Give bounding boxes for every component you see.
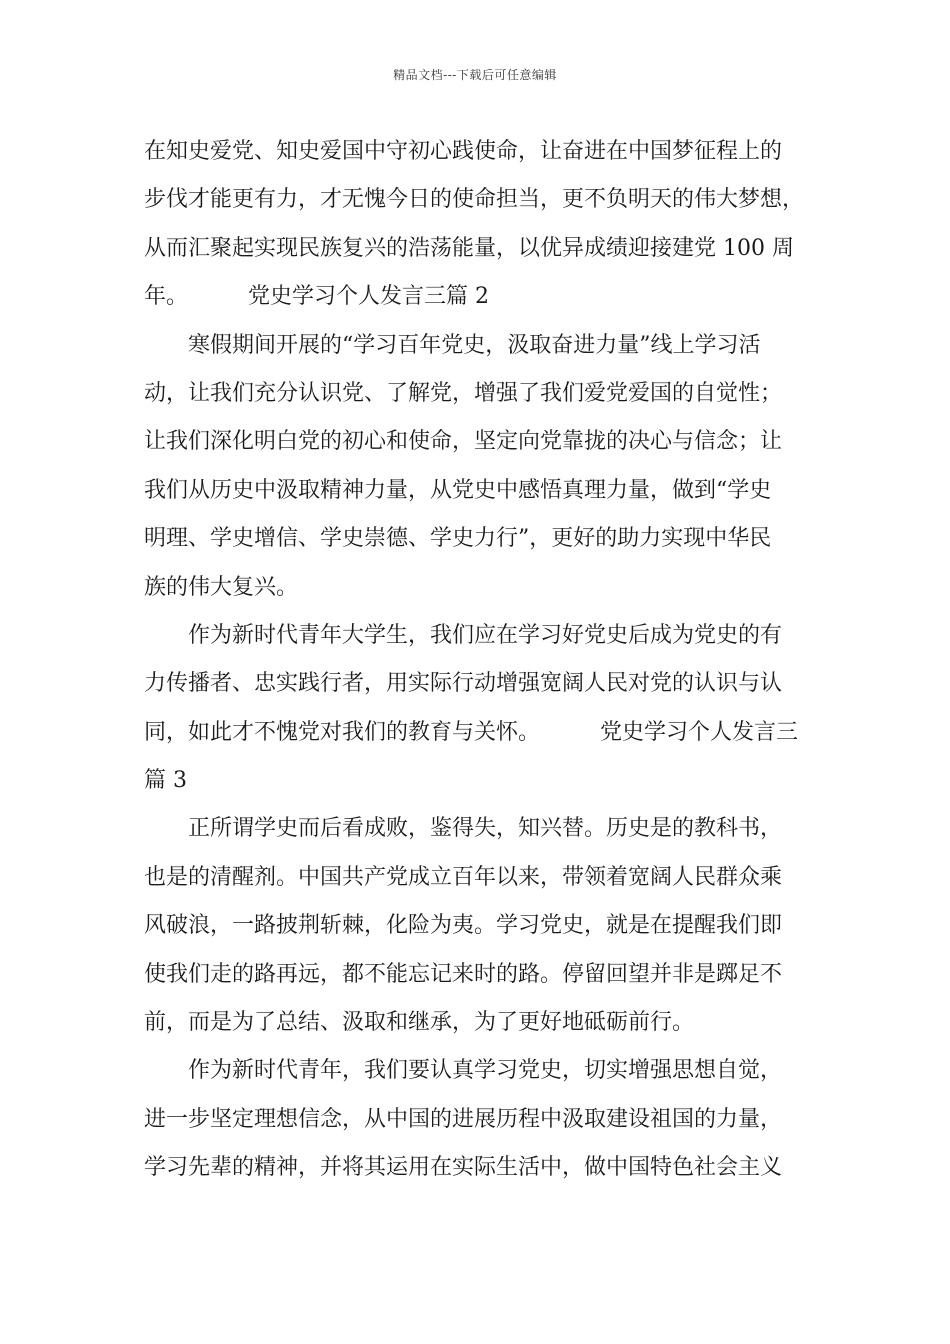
section-heading-3: 党史学习个人发言三 [600, 719, 799, 745]
text-line: 明理、学史增信、学史崇德、学史力行”，更好的助力实现中华民 [144, 526, 772, 552]
section-heading-2: 党史学习个人发言三篇 2 [248, 284, 490, 310]
text-line-with-heading [144, 709, 820, 757]
text-line: 动，让我们充分认识党、了解党，增强了我们爱党爱国的自觉性； [144, 380, 783, 406]
paragraph-start: 作为新时代青年，我们要认真学习党史，切实增强思想自觉， [188, 1058, 783, 1084]
text-line-with-heading [144, 273, 820, 321]
text-line: 步伐才能更有力，才无愧今日的使命担当，更不负明天的伟大梦想， [144, 187, 805, 213]
text-line: 进一步坚定理想信念，从中国的进展历程中汲取建设祖国的力量， [144, 1106, 783, 1132]
text-line: 让我们深化明白党的初心和使命，坚定向党靠拢的决心与信念；让 [144, 429, 783, 455]
page-header: 精品文档---下载后可任意编辑 [393, 68, 557, 82]
paragraph-start: 寒假期间开展的“学习百年党史，汲取奋进力量”线上学习活 [188, 332, 761, 358]
text-line: 力传播者、忠实践行者，用实际行动增强宽阔人民对党的认识与认 [144, 671, 783, 697]
text-line: 族的伟大复兴。 [144, 574, 299, 600]
text-line: 学习先辈的精神，并将其运用在实际生活中，做中国特色社会主义 [144, 1155, 783, 1181]
text-line: 在知史爱党、知史爱国中守初心践使命，让奋进在中国梦征程上的 [144, 139, 783, 164]
paragraph-start: 作为新时代青年大学生，我们应在学习好党史后成为党史的有 [188, 622, 783, 648]
text-line: 我们从历史中汲取精神力量，从党史中感悟真理力量，做到“学史 [144, 477, 772, 503]
paragraph-start: 正所谓学史而后看成败，鉴得失，知兴替。历史是的教科书， [188, 816, 783, 842]
text-line: 年。 [144, 284, 189, 310]
text-line: 同，如此才不愧党对我们的教育与关怀。 [144, 719, 541, 745]
section-heading-3-continued: 篇 3 [144, 768, 187, 794]
text-line: 使我们走的路再远，都不能忘记来时的路。停留回望并非是踯足不 [144, 961, 783, 987]
text-line: 从而汇聚起实现民族复兴的浩荡能量，以优异成绩迎接建党 100 周 [144, 235, 794, 261]
text-line: 前，而是为了总结、汲取和继承，为了更好地砥砺前行。 [144, 1010, 695, 1036]
text-line: 也是的清醒剂。中国共产党成立百年以来，带领着宽阔人民群众乘 [144, 864, 783, 890]
text-line: 风破浪，一路披荆斩棘，化险为夷。学习党史，就是在提醒我们即 [144, 913, 783, 939]
document-body [144, 128, 820, 1193]
